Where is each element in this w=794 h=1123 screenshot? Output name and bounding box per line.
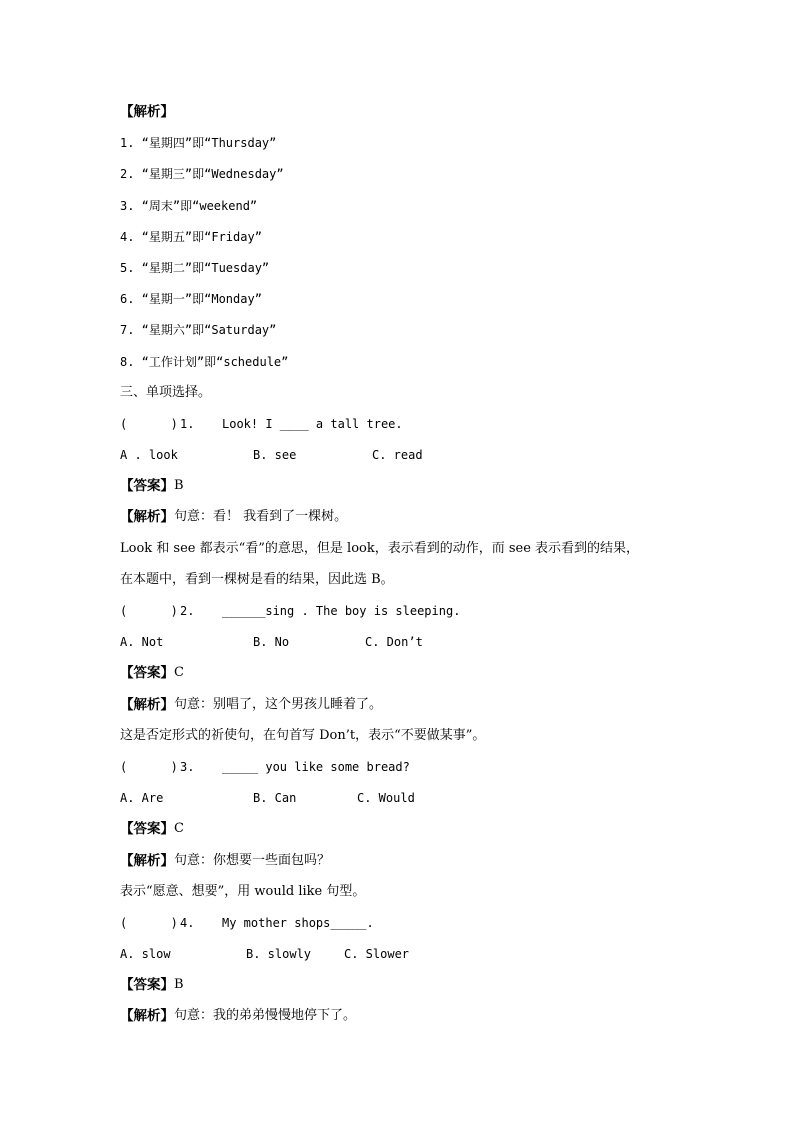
question-number: 3.: [180, 759, 195, 774]
answer-paren: ( ): [120, 416, 178, 431]
option-c: C. Slower: [344, 947, 410, 962]
answer-label: 【答案】: [120, 665, 174, 682]
question-3-analysis: [120, 850, 680, 881]
analysis-text: 句意：你想要一些面包吗？: [174, 852, 331, 868]
answer-value: B: [174, 977, 184, 993]
vocab-item: 6. “星期一”即“Monday”: [120, 292, 262, 307]
option-a: A . look: [120, 448, 178, 463]
question-1-options: [120, 444, 680, 475]
question-2-answer: [120, 662, 680, 693]
question-stem: ______sing . The boy is sleeping.: [222, 604, 461, 618]
document-page: [120, 101, 680, 1037]
analysis-label: 【解析】: [120, 509, 174, 526]
question-1-analysis: [120, 506, 680, 537]
option-a: A. Not: [120, 635, 164, 650]
question-number: 1.: [180, 416, 195, 431]
answer-paren: ( ): [120, 915, 178, 930]
question-4-answer: [120, 974, 680, 1005]
option-b: B. see: [253, 448, 297, 463]
question-3: [120, 756, 680, 787]
question-1-answer: [120, 475, 680, 506]
vocab-item: 4. “星期五”即“Friday”: [120, 229, 262, 244]
option-c: C. Don’t: [365, 635, 423, 650]
option-c: C. Would: [357, 791, 415, 806]
answer-paren: ( ): [120, 604, 178, 618]
question-4-analysis: [120, 1005, 680, 1036]
section-title: 三、单项选择。: [120, 384, 212, 400]
question-stem: _____ you like some bread?: [222, 759, 410, 774]
vocab-item: 1. “星期四”即“Thursday”: [120, 136, 277, 151]
vocab-item: 3. “周末”即“weekend”: [120, 198, 258, 213]
explanation-line: 在本题中，看到一棵树是看的结果，因此选 B。: [120, 571, 394, 587]
analysis-text: 句意：我的弟弟慢慢地停下了。: [174, 1008, 357, 1024]
vocab-item: 7. “星期六”即“Saturday”: [120, 323, 277, 338]
analysis-text: 句意：看！ 我看到了一棵树。: [174, 509, 348, 525]
option-b: B. slowly: [246, 947, 312, 962]
option-a: A. slow: [120, 947, 171, 962]
explanation-line: 这是否定形式的祈使句，在句首写 Don’t，表示“不要做某事”。: [120, 727, 486, 743]
question-2-analysis: [120, 694, 680, 725]
analysis-label: 【解析】: [120, 1008, 174, 1025]
question-3-answer: [120, 818, 680, 849]
answer-label: 【答案】: [120, 478, 174, 495]
analysis-label: 【解析】: [120, 852, 174, 869]
vocab-item: 8. “工作计划”即“schedule”: [120, 354, 289, 369]
question-number: 4.: [180, 915, 195, 930]
analysis-header: 【解析】: [120, 104, 174, 120]
option-c: C. read: [372, 448, 423, 463]
analysis-label: 【解析】: [120, 696, 174, 713]
vocab-item: 5. “星期二”即“Tuesday”: [120, 260, 270, 275]
question-3-options: [120, 787, 680, 818]
question-stem: My mother shops_____.: [222, 915, 374, 930]
answer-label: 【答案】: [120, 821, 174, 838]
question-1: [120, 413, 680, 444]
answer-paren: ( ): [120, 759, 178, 774]
question-stem: Look! I ____ a tall tree.: [222, 416, 403, 431]
explanation-line: 表示“愿意、想要”，用 would like 句型。: [120, 883, 366, 899]
explanation-line: Look 和 see 都表示“看”的意思，但是 look，表示看到的动作，而 see 表示看到的结果，: [120, 540, 640, 556]
answer-value: B: [174, 478, 184, 494]
vocab-item: 2. “星期三”即“Wednesday”: [120, 167, 284, 182]
question-2-options: [120, 631, 680, 662]
answer-value: C: [174, 821, 184, 837]
answer-label: 【答案】: [120, 977, 174, 994]
question-2: [120, 600, 680, 631]
answer-value: C: [174, 665, 184, 681]
option-b: B. No: [253, 635, 290, 650]
option-a: A. Are: [120, 791, 164, 806]
question-4: [120, 912, 680, 943]
question-number: 2.: [180, 604, 195, 618]
option-b: B. Can: [253, 791, 297, 806]
question-4-options: [120, 943, 680, 974]
analysis-text: 句意：别唱了，这个男孩儿睡着了。: [174, 696, 383, 712]
